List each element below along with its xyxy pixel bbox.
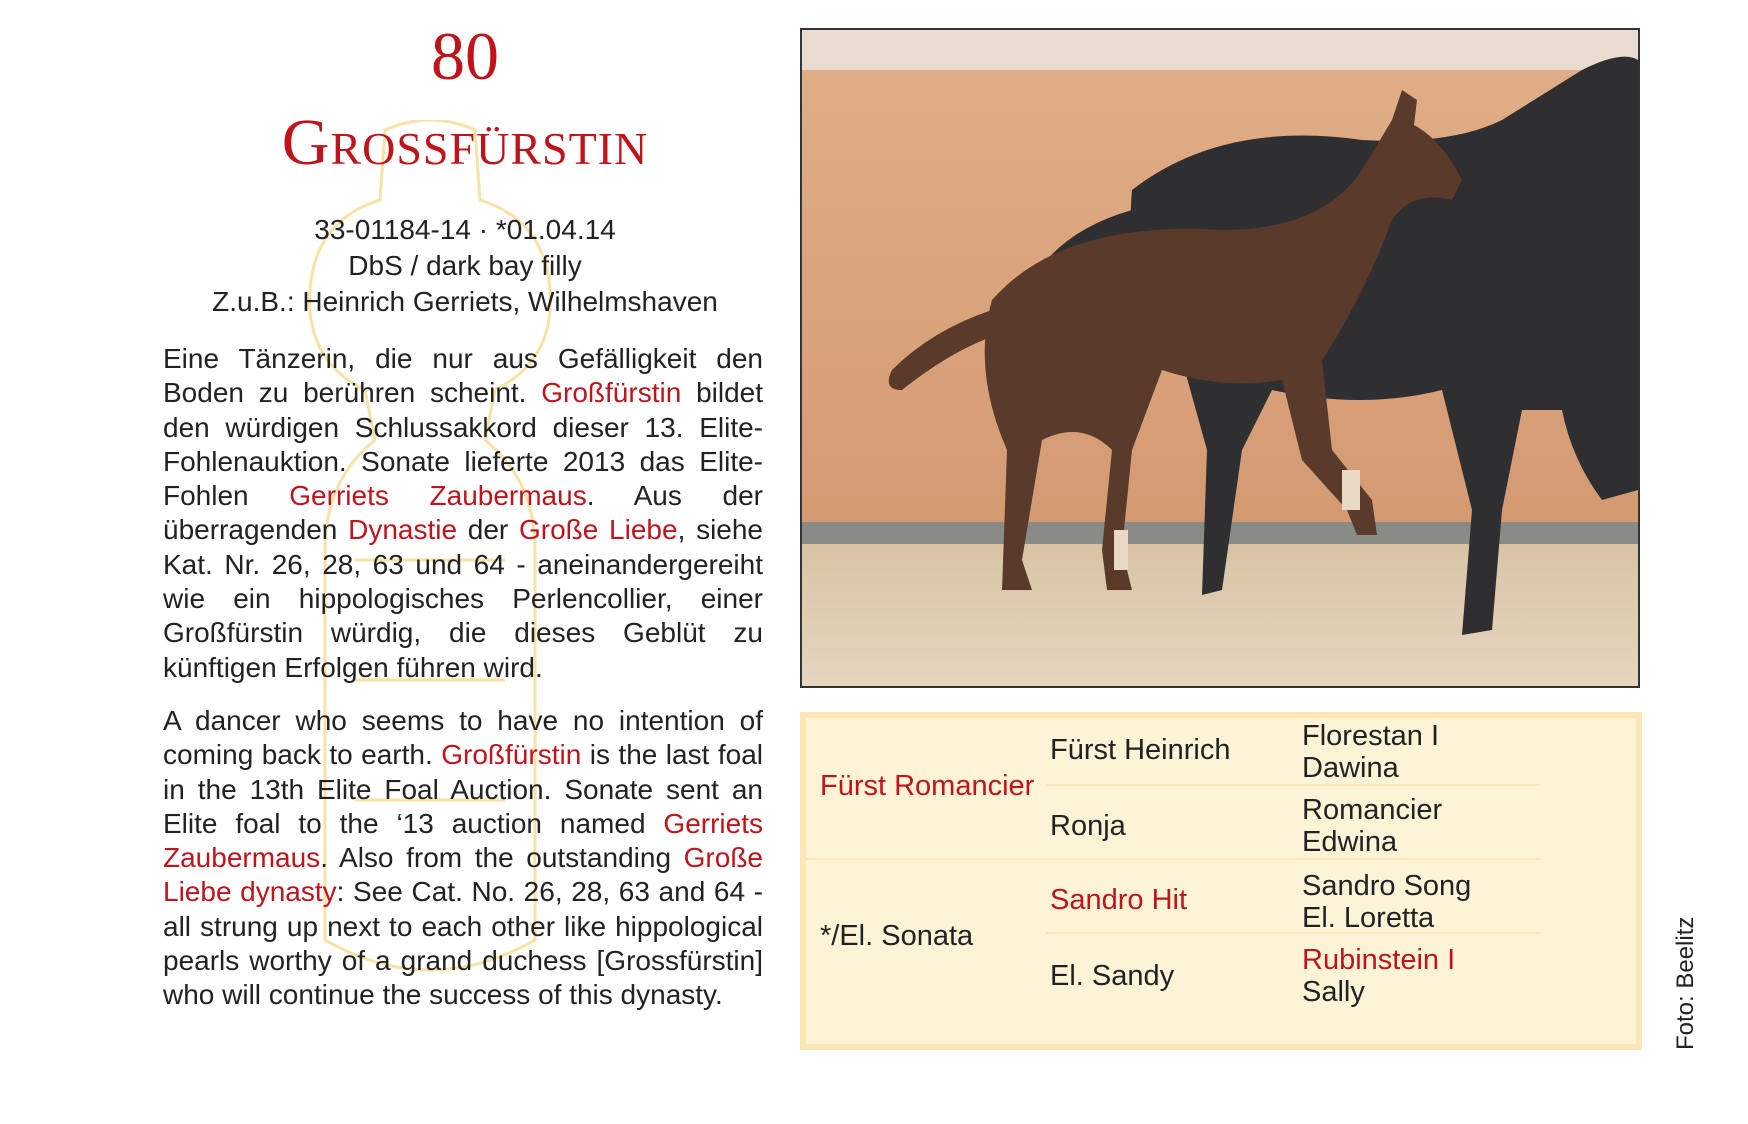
pedigree-dam: */El. Sonata: [820, 920, 974, 952]
horse-name-title: Grossfürstin: [281, 106, 649, 179]
photo-credit: Foto: Beelitz: [1672, 916, 1699, 1050]
pedigree-divider: [806, 858, 1540, 860]
description-text: , siehe Kat. Nr. 26, 28, 63 und 64 - aneinandergereiht wie ein hippologisches Perlencollier, einer Großfürstin würdig, die dieses Geblüt zu künftigen Erfolgen führen wird.: [163, 514, 764, 683]
lot-number: 80: [431, 18, 499, 94]
pedigree-sire-dam: Ronja: [1050, 810, 1126, 842]
description-text: bildet den würdigen Schlussakkord dieser 13. Elite-Fohlenauktion. Sonate lieferte 2013 das Elite-Fohlen: [163, 377, 764, 512]
description-text: der: [457, 514, 519, 546]
pedigree-dam-dam: El. Sandy: [1050, 960, 1175, 992]
description-english: [163, 704, 763, 1013]
pedigree-sire-sire-sire: Florestan I: [1302, 720, 1439, 752]
highlighted-name: Großfürstin: [541, 377, 682, 409]
highlighted-name: Gerriets Zaubermaus: [163, 807, 763, 874]
pedigree-divider: [1046, 784, 1540, 786]
pedigree-dam-sire: Sandro Hit: [1050, 884, 1188, 916]
description-text: Eine Tänzerin, die nur aus Gefälligkeit den Boden zu berühren scheint.: [163, 343, 763, 409]
pedigree-dam-dam-dam: Sally: [1302, 976, 1365, 1008]
pedigree-sire: Fürst Romancier: [820, 770, 1035, 802]
description-text: . Aus der überragenden: [163, 480, 763, 546]
id-and-birthdate: 33-01184-14 · *01.04.14: [314, 214, 616, 245]
horse-meta: [145, 212, 785, 320]
pedigree-sire-dam-dam: Edwina: [1302, 826, 1398, 858]
pedigree-dam-sire-sire: Sandro Song: [1302, 870, 1472, 902]
highlighted-name: Große Liebe: [518, 514, 678, 546]
highlighted-name: Große Liebe dynasty: [163, 842, 763, 908]
highlighted-name: Dynastie: [348, 514, 458, 546]
pedigree-dam-sire-dam: El. Loretta: [1302, 902, 1435, 934]
pedigree-divider: [1046, 932, 1540, 934]
pedigree-table: [800, 712, 1642, 1050]
pedigree-dam-dam-sire: Rubinstein I: [1302, 944, 1456, 976]
breeder-and-owner: Z.u.B.: Heinrich Gerriets, Wilhelmshaven: [212, 286, 718, 317]
horse-photo-illustration: [802, 30, 1638, 686]
description-text: : See Cat. No. 26, 28, 63 and 64 - all strung up next to each other like hippological pearls worthy of a grand duchess [Grossfürstin] who will continue the success of this dynasty.: [163, 876, 763, 1011]
highlighted-name: Großfürstin: [441, 739, 582, 771]
pedigree-sire-dam-sire: Romancier: [1302, 794, 1443, 826]
description-german: [163, 342, 763, 685]
description-text: A dancer who seems to have no intention of coming back to earth.: [163, 705, 763, 771]
color-and-sex: DbS / dark bay filly: [348, 250, 582, 281]
description-text: is the last foal in the 13th Elite Foal Auction. Sonate sent an Elite foal to the ‘13 auction named: [163, 739, 763, 839]
description-text: . Also from the outstanding: [320, 842, 684, 874]
horse-photo: [800, 28, 1640, 688]
pedigree-sire-sire: Fürst Heinrich: [1050, 734, 1231, 766]
highlighted-name: Gerriets Zaubermaus: [289, 480, 587, 512]
pedigree-sire-sire-dam: Dawina: [1302, 752, 1399, 784]
